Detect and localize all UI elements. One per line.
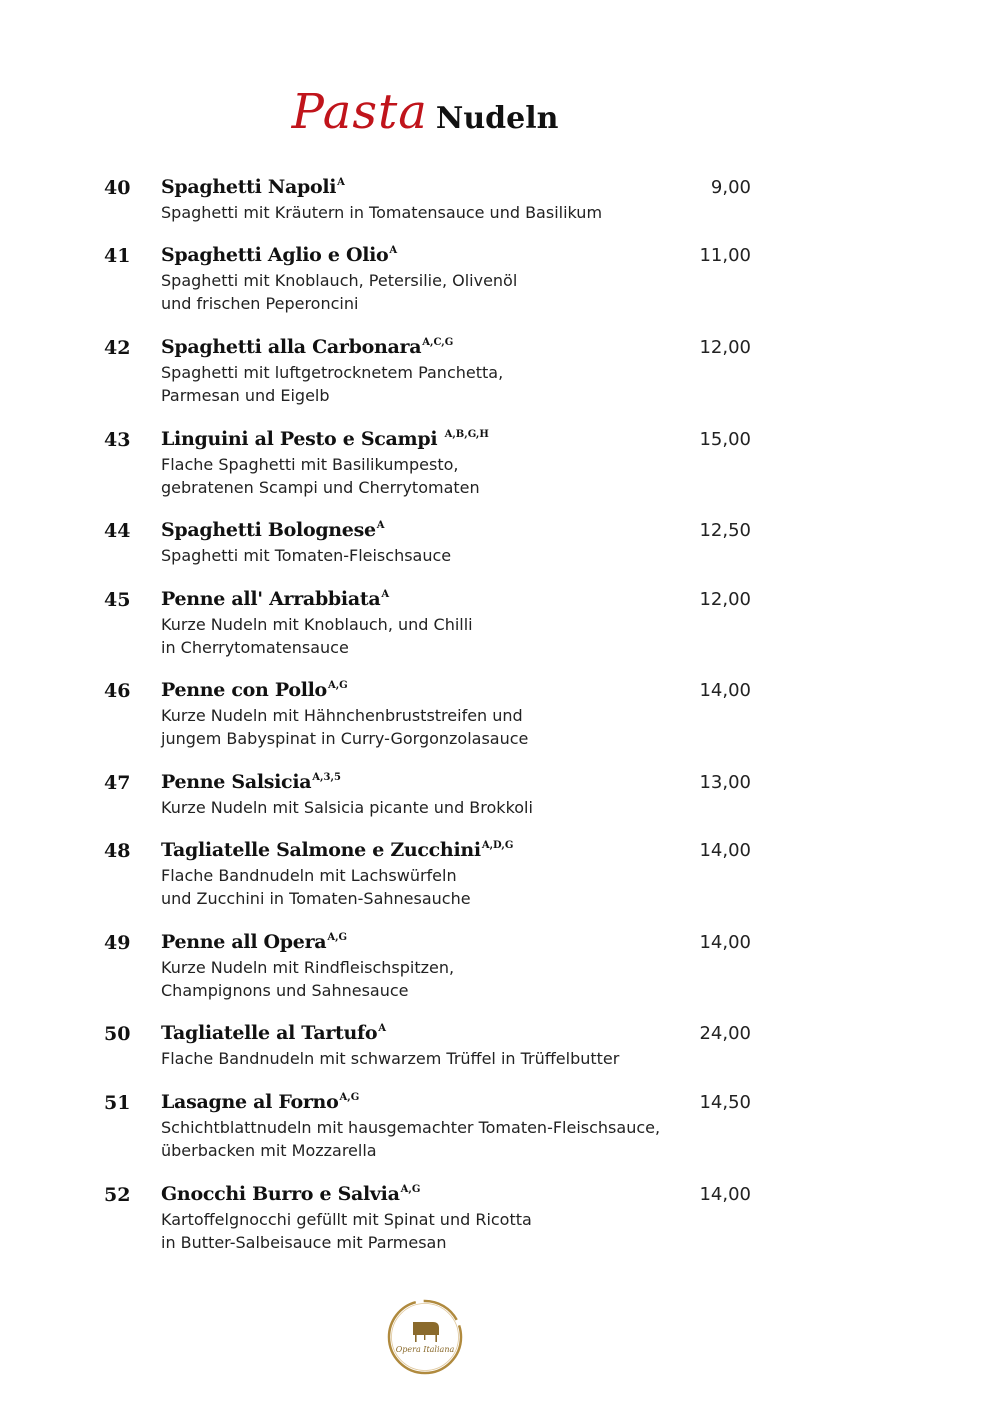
item-description: Kurze Nudeln mit Rindfleischspitzen, Champignons und Sahnesauce [161,958,455,1000]
item-number: 43 [104,429,131,451]
item-price: 14,00 [699,680,751,701]
item-name: Penne all Opera$^{A,G}$ [161,931,348,953]
item-description: Schichtblattnudeln mit hausgemachter Tomaten-Fleischsauce, überbacken mit Mozzarella [161,1118,661,1160]
item-number: 50 [104,1023,131,1045]
item-price: 13,00 [699,772,751,793]
item-number: 52 [104,1184,131,1206]
item-price: 14,00 [699,1184,751,1205]
logo-ring-icon [386,1298,464,1376]
item-price: 9,00 [710,177,751,198]
item-allergens: A,G [339,1092,360,1103]
item-description: Kurze Nudeln mit Salsicia picante und Brokkoli [161,798,533,817]
item-name: Spaghetti Aglio e Olio$^A$ [161,244,398,266]
item-name: Tagliatelle Salmone e Zucchini$^{A,D,G}$ [161,839,514,861]
item-description: Flache Bandnudeln mit Lachswürfeln und Zucchini in Tomaten-Sahnesauche [161,866,471,908]
item-number: 49 [104,932,131,954]
title-script: Pasta [291,84,428,140]
item-description: Spaghetti mit Kräutern in Tomatensauce und Basilikum [161,203,603,222]
item-price: 14,00 [699,840,751,861]
restaurant-logo [386,1298,464,1376]
item-price: 12,00 [699,337,751,358]
item-number: 48 [104,840,131,862]
logo-text: Opera Italiana [395,1345,455,1354]
item-number: 41 [104,245,131,267]
item-name: Penne Salsicia$^{A,3,5}$ [161,771,341,793]
item-name: Spaghetti Bolognese$^A$ [161,519,385,541]
item-description: Kartoffelgnocchi gefüllt mit Spinat und Ricotta in Butter-Salbeisauce mit Parmesan [161,1210,532,1252]
item-price: 12,50 [699,520,751,541]
item-name: Lasagne al Forno$^{A,G}$ [161,1091,360,1113]
item-allergens: A [381,589,390,600]
item-name: Penne con Pollo$^{A,G}$ [161,679,348,701]
item-number: 46 [104,680,131,702]
item-description: Spaghetti mit Knoblauch, Petersilie, Olivenöl und frischen Peperoncini [161,271,518,313]
item-allergens: A,D,G [481,840,514,851]
item-allergens: A,G [327,680,348,691]
item-description: Flache Bandnudeln mit schwarzem Trüffel in Trüffelbutter [161,1049,620,1068]
item-price: 15,00 [699,429,751,450]
item-allergens: A [337,177,345,188]
item-allergens: A,C,G [422,337,454,348]
item-price: 14,00 [699,932,751,953]
item-price: 14,50 [699,1092,751,1113]
item-allergens: A,B,G,H [444,429,489,440]
item-allergens: A [389,245,398,256]
item-name: Linguini al Pesto e Scampi $^{A,B,G,H}$ [161,428,489,450]
item-name: Penne all' Arrabbiata$^A$ [161,588,390,610]
item-description: Kurze Nudeln mit Knoblauch, und Chilli in Cherrytomatensauce [161,615,473,657]
item-number: 51 [104,1092,131,1114]
item-number: 40 [104,177,131,199]
item-number: 44 [104,520,131,542]
item-description: Flache Spaghetti mit Basilikumpesto, gebratenen Scampi und Cherrytomaten [161,455,480,497]
item-allergens: A,G [327,932,348,943]
item-name: Gnocchi Burro e Salvia$^{A,G}$ [161,1183,421,1205]
item-allergens: A [378,1023,387,1034]
item-name: Tagliatelle al Tartufo$^A$ [161,1022,387,1044]
item-description: Spaghetti mit Tomaten-Fleischsauce [161,546,452,565]
page-title [0,84,850,140]
item-number: 45 [104,589,131,611]
item-price: 24,00 [699,1023,751,1044]
item-price: 11,00 [699,245,751,266]
item-description: Kurze Nudeln mit Hähnchenbruststreifen und jungem Babyspinat in Curry-Gorgonzolasauce [161,706,529,748]
item-name: Spaghetti Napoli$^A$ [161,176,345,198]
piano-icon [413,1322,439,1342]
item-name: Spaghetti alla Carbonara$^{A,C,G}$ [161,336,454,358]
item-price: 12,00 [699,589,751,610]
item-description: Spaghetti mit luftgetrocknetem Panchetta, Parmesan und Eigelb [161,363,504,405]
item-number: 42 [104,337,131,359]
item-allergens: A,G [400,1184,421,1195]
item-allergens: A [376,520,385,531]
item-number: 47 [104,772,131,794]
item-allergens: A,3,5 [312,772,341,783]
title-main: Nudeln [435,101,559,136]
